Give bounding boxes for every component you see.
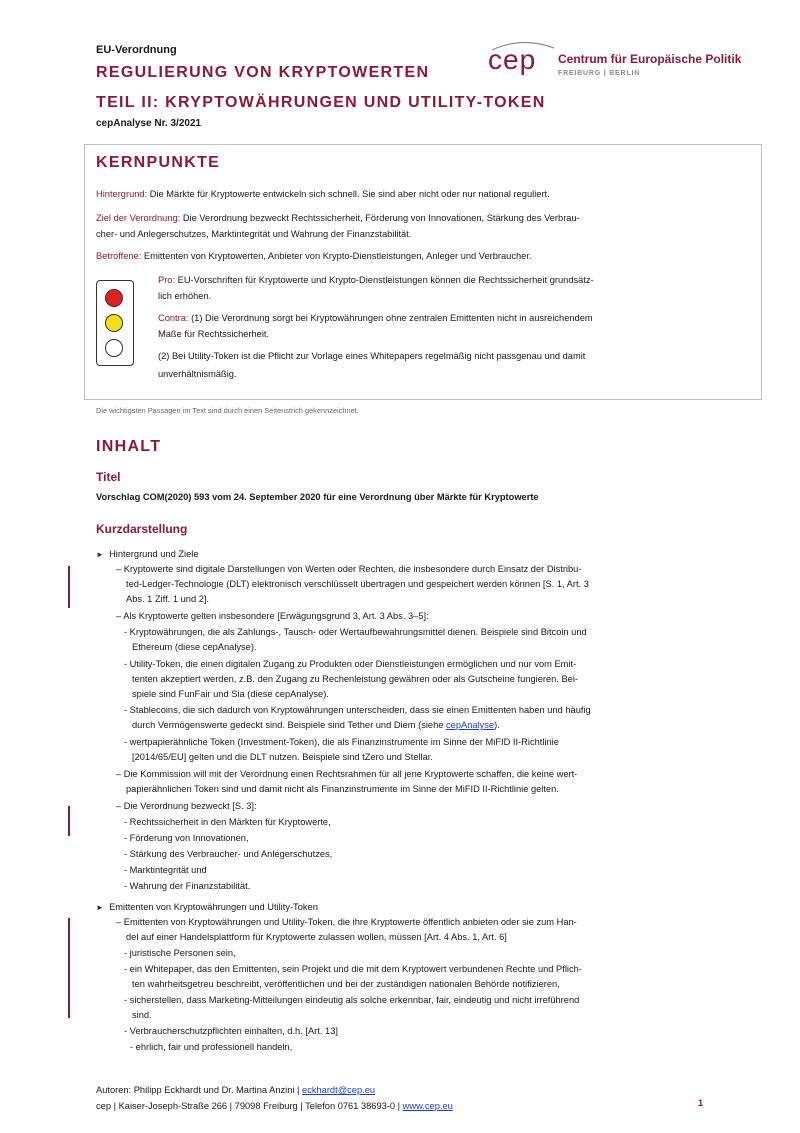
betroffene-label: Betroffene: — [96, 251, 142, 261]
contra-line-1 — [158, 310, 593, 327]
list-item: – Die Kommission will mit der Verordnung einen Rechtsrahmen für all jene Kryptowerte schaffen, die keine wert- — [116, 769, 578, 779]
list-item: - Förderung von Innovationen, — [124, 833, 249, 843]
issue-number: cepAnalyse Nr. 3/2021 — [96, 118, 202, 129]
cepanalyse-link[interactable]: cepAnalyse — [446, 720, 495, 730]
list-item: – Als Kryptowerte gelten insbesondere [Erwägungsgrund 3, Art. 3 Abs. 3–5]: — [116, 611, 429, 621]
ziel-label: Ziel der Verordnung: — [96, 213, 181, 223]
author-email-link[interactable]: eckhardt@cep.eu — [302, 1085, 376, 1095]
list-item: - ehrlich, fair und professionell handeln, — [130, 1042, 293, 1052]
contra-text-1: (1) Die Verordnung sorgt bei Kryptowährungen ohne zentralen Emittenten nicht in ausreichendem — [188, 313, 593, 323]
ziel-line-1 — [96, 210, 580, 227]
logo-name: Centrum für Europäische Politik — [558, 52, 742, 66]
website-link[interactable]: www.cep.eu — [402, 1101, 453, 1111]
list-item: durch Vermögenswerte gedeckt sind. Beispiele sind Tether und Diem (siehe cepAnalyse). — [132, 720, 500, 730]
betroffene-line — [96, 248, 532, 265]
hintergrund-label: Hintergrund: — [96, 189, 148, 199]
list-item: - Verbraucherschutzpflichten einhalten, d.h. [Art. 13] — [124, 1026, 338, 1036]
list-item: del auf einer Handelsplattform für Kryptowerte zulassen wollen, müssen [Art. 4 Abs. 1, Art. 6] — [126, 932, 507, 942]
list-item: – Kryptowerte sind digitale Darstellungen von Werten oder Rechten, die insbesondere durch Einsatz der Distribu- — [116, 564, 582, 574]
list-item: spiele sind FunFair und Sia (diese cepAnalyse). — [132, 689, 329, 699]
pro-label: Pro: — [158, 275, 176, 285]
list-item: - Marktintegrität und — [124, 865, 207, 875]
document-subtitle: TEIL II: KRYPTOWÄHRUNGEN UND UTILITY-TOKEN — [96, 94, 546, 111]
contra-label: Contra: — [158, 313, 189, 323]
list-item: – Die Verordnung bezweckt [S. 3]: — [116, 801, 257, 811]
footer-address: cep | Kaiser-Joseph-Straße 266 | 79098 Freiburg | Telefon 0761 38693-0 | www.cep.eu — [96, 1101, 453, 1111]
titel-heading: Titel — [96, 470, 121, 484]
list-item: ten wahrheitsgetreu beschreibt, veröffentlichen und bei der zuständigen nationalen Behörde notifizieren, — [132, 979, 560, 989]
list-item: - wertpapierähnliche Token (Investment-Token), die als Finanzinstrumente im Sinne der MiFID II-Richtlinie — [124, 737, 559, 747]
margin-bar — [68, 566, 70, 608]
list-item: ► Hintergrund und Ziele — [96, 549, 199, 559]
contra2-line-1: (2) Bei Utility-Token ist die Pflicht zur Vorlage eines Whitepapers regelmäßig nicht passgenau und damit — [158, 351, 586, 361]
ziel-text-1: Die Verordnung bezweckt Rechtssicherheit, Förderung von Innovationen, Stärkung des Verbrau- — [180, 213, 580, 223]
document-title: REGULIERUNG VON KRYPTOWERTEN — [96, 64, 430, 81]
kurzdarstellung-heading: Kurzdarstellung — [96, 522, 188, 536]
contra-line-2: Maße für Rechtssicherheit. — [158, 329, 270, 339]
hintergrund-line — [96, 186, 550, 203]
logo-mark: cep — [488, 44, 537, 75]
list-item: - Kryptowährungen, die als Zahlungs-, Tausch- oder Wertaufbewahrungsmittel dienen. Beispiele sind Bitcoin und — [124, 627, 587, 637]
margin-bar — [68, 806, 70, 836]
page-number: 1 — [698, 1098, 704, 1108]
margin-bar — [68, 918, 70, 1018]
pro-line-1 — [158, 272, 594, 289]
contra2-line-2: unverhältnismäßig. — [158, 369, 237, 379]
passage-note: Die wichtigsten Passagen im Text sind durch einen Seitenstrich gekennzeichnet. — [96, 406, 359, 415]
list-item: - juristische Personen sein, — [124, 948, 236, 958]
document-type: EU-Verordnung — [96, 44, 177, 56]
logo-city: FREIBURG | BERLIN — [558, 70, 641, 77]
list-item: Ethereum (diese cepAnalyse). — [132, 642, 257, 652]
bullet-triangle-icon: ► — [96, 550, 104, 559]
list-item: - Stablecoins, die sich dadurch von Kryptowährungen unterscheiden, dass sie einen Emittenten haben und häufig — [124, 705, 591, 715]
red-light-icon — [105, 289, 123, 307]
list-item: sind. — [132, 1010, 152, 1020]
cep-logo — [488, 44, 748, 84]
traffic-light-icon — [96, 280, 134, 366]
list-item: ► Emittenten von Kryptowährungen und Utility-Token — [96, 902, 318, 912]
betroffene-text: Emittenten von Kryptowerten, Anbieter von Krypto-Dienstleistungen, Anleger und Verbraucher. — [141, 251, 532, 261]
list-item: - Rechtssicherheit in den Märkten für Kryptowerte, — [124, 817, 331, 827]
yellow-light-icon — [105, 314, 123, 332]
inhalt-heading: INHALT — [96, 438, 162, 455]
list-item: - ein Whitepaper, das den Emittenten, sein Projekt und die mit dem Kryptowert verbundenen Rechte und Pflich- — [124, 964, 582, 974]
hintergrund-text: Die Märkte für Kryptowerte entwickeln sich schnell. Sie sind aber nicht oder nur national reguliert. — [147, 189, 550, 199]
list-item: tenten akzeptiert werden, z.B. den Zugang zu Rechenleistung gewähren oder als Gutscheine fungieren. Bei- — [132, 674, 579, 684]
pro-text-1: EU-Vorschriften für Kryptowerte und Krypto-Dienstleistungen können die Rechtssicherheit grundsätz- — [175, 275, 594, 285]
bullet-triangle-icon: ► — [96, 903, 104, 912]
titel-text: Vorschlag COM(2020) 593 vom 24. September 2020 für eine Verordnung über Märkte für Kryptowerte — [96, 492, 539, 502]
list-item: - Wahrung der Finanzstabilität. — [124, 881, 251, 891]
list-item: – Emittenten von Kryptowährungen und Utility-Token, die ihre Kryptowerte öffentlich anbieten oder sie zum Han- — [116, 917, 577, 927]
footer-authors: Autoren: Philipp Eckhardt und Dr. Martina Anzini | eckhardt@cep.eu — [96, 1085, 376, 1095]
kernpunkte-heading: KERNPUNKTE — [96, 154, 221, 171]
list-item: ted-Ledger-Technologie (DLT) elektronisch verschlüsselt übertragen und gespeichert werden können [S. 1, Art. 3 — [126, 579, 589, 589]
list-item: - Utility-Token, die einen digitalen Zugang zu Produkten oder Dienstleistungen ermöglichen und nur vom Emit- — [124, 659, 577, 669]
list-item: - sicherstellen, dass Marketing-Mitteilungen eindeutig als solche erkennbar, fair, eindeutig und nicht irreführend — [124, 995, 580, 1005]
off-light-icon — [105, 339, 123, 357]
list-item: [2014/65/EU] gelten und die DLT nutzen. Beispiele sind tZero und Stellar. — [132, 752, 433, 762]
pro-line-2: lich erhöhen. — [158, 291, 212, 301]
list-item: - Stärkung des Verbraucher- und Anlegerschutzes, — [124, 849, 333, 859]
list-item: papierähnlichen Token sind und damit nicht als Finanzinstrumente im Sinne der MiFID II-Richtlinie gelten. — [126, 784, 559, 794]
list-item: Abs. 1 Ziff. 1 und 2]. — [126, 594, 210, 604]
ziel-line-2: cher- und Anlegerschutzes, Marktintegrität und Wahrung der Finanzstabilität. — [96, 229, 412, 239]
